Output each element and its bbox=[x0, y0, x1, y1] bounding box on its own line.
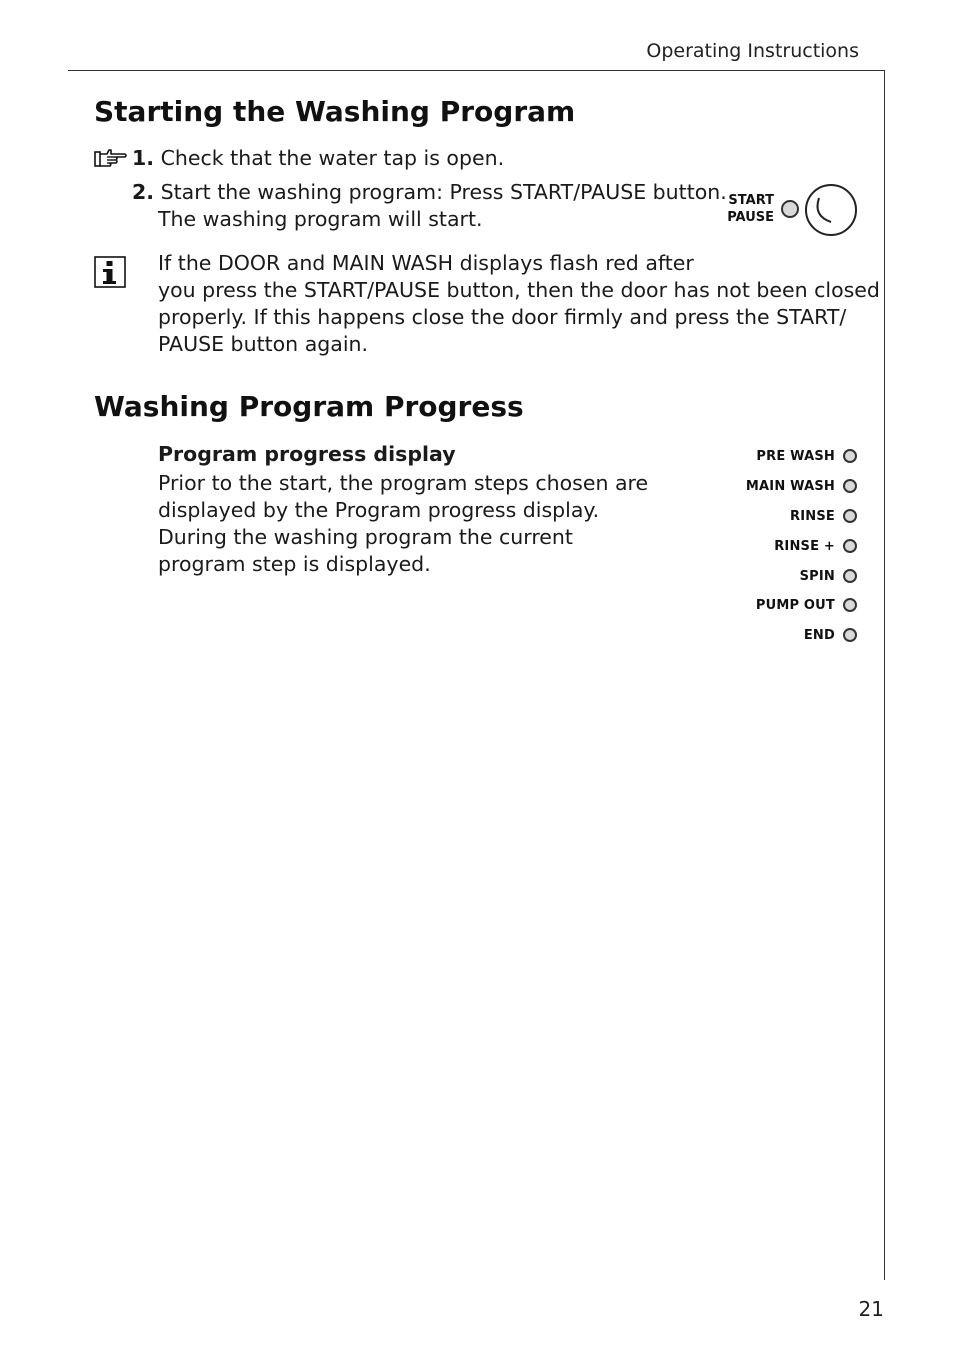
start-pause-label bbox=[718, 192, 774, 226]
info-icon bbox=[94, 256, 126, 288]
start-pause-led bbox=[782, 201, 798, 217]
indicator-spin bbox=[800, 566, 857, 586]
indicator-label: RINSE + bbox=[774, 538, 835, 554]
indicator-label: END bbox=[803, 627, 835, 643]
page-number: 21 bbox=[858, 1297, 884, 1321]
indicator-led bbox=[843, 539, 857, 553]
step-1-number: 1. bbox=[132, 146, 155, 170]
start-pause-button-illustration bbox=[779, 184, 861, 238]
step-2-number: 2. bbox=[132, 180, 155, 204]
margin-rule bbox=[884, 70, 885, 1280]
description-line: program step is displayed. bbox=[158, 552, 431, 576]
section-heading-progress: Washing Program Progress bbox=[94, 390, 524, 423]
info-note bbox=[158, 250, 880, 358]
step-1-text: Check that the water tap is open. bbox=[160, 146, 505, 170]
indicator-led bbox=[843, 449, 857, 463]
indicator-main-wash bbox=[746, 476, 857, 496]
indicator-pump-out bbox=[756, 595, 857, 615]
description-line: Prior to the start, the program steps chosen are bbox=[158, 471, 649, 495]
info-line: If the DOOR and MAIN WASH displays flash red after bbox=[158, 251, 694, 275]
pause-label: PAUSE bbox=[727, 210, 774, 225]
info-line: properly. If this happens close the door firmly and press the START/ bbox=[158, 305, 847, 329]
indicator-led bbox=[843, 628, 857, 642]
section-heading-starting: Starting the Washing Program bbox=[94, 95, 576, 128]
indicator-pre-wash bbox=[756, 446, 857, 466]
indicator-label: PRE WASH bbox=[756, 448, 835, 464]
indicator-label: MAIN WASH bbox=[745, 478, 835, 494]
step-1 bbox=[132, 145, 504, 172]
subheading-progress-display: Program progress display bbox=[158, 442, 456, 466]
start-pause-knob bbox=[806, 185, 856, 235]
step-2-text-line1: Start the washing program: Press START/PAUSE button. bbox=[160, 180, 727, 204]
header-rule bbox=[68, 70, 885, 71]
indicator-led bbox=[843, 598, 857, 612]
indicator-label: PUMP OUT bbox=[755, 597, 835, 613]
step-2 bbox=[132, 179, 727, 206]
indicator-label: RINSE bbox=[790, 508, 835, 524]
indicator-led bbox=[843, 569, 857, 583]
step-2-text-line2: The washing program will start. bbox=[158, 207, 483, 231]
indicator-label: SPIN bbox=[799, 568, 835, 584]
indicator-rinse-plus bbox=[774, 536, 857, 556]
running-header: Operating Instructions bbox=[646, 40, 859, 62]
progress-description bbox=[158, 470, 648, 578]
indicator-led bbox=[843, 479, 857, 493]
indicator-led bbox=[843, 509, 857, 523]
indicator-rinse bbox=[790, 506, 857, 526]
description-line: During the washing program the current bbox=[158, 525, 573, 549]
description-line: displayed by the Program progress display. bbox=[158, 498, 600, 522]
info-line: PAUSE button again. bbox=[158, 332, 369, 356]
pointing-hand-icon bbox=[94, 147, 128, 169]
indicator-end bbox=[804, 625, 857, 645]
start-label: START bbox=[728, 193, 774, 208]
info-line: you press the START/PAUSE button, then the door has not been closed bbox=[158, 278, 880, 302]
